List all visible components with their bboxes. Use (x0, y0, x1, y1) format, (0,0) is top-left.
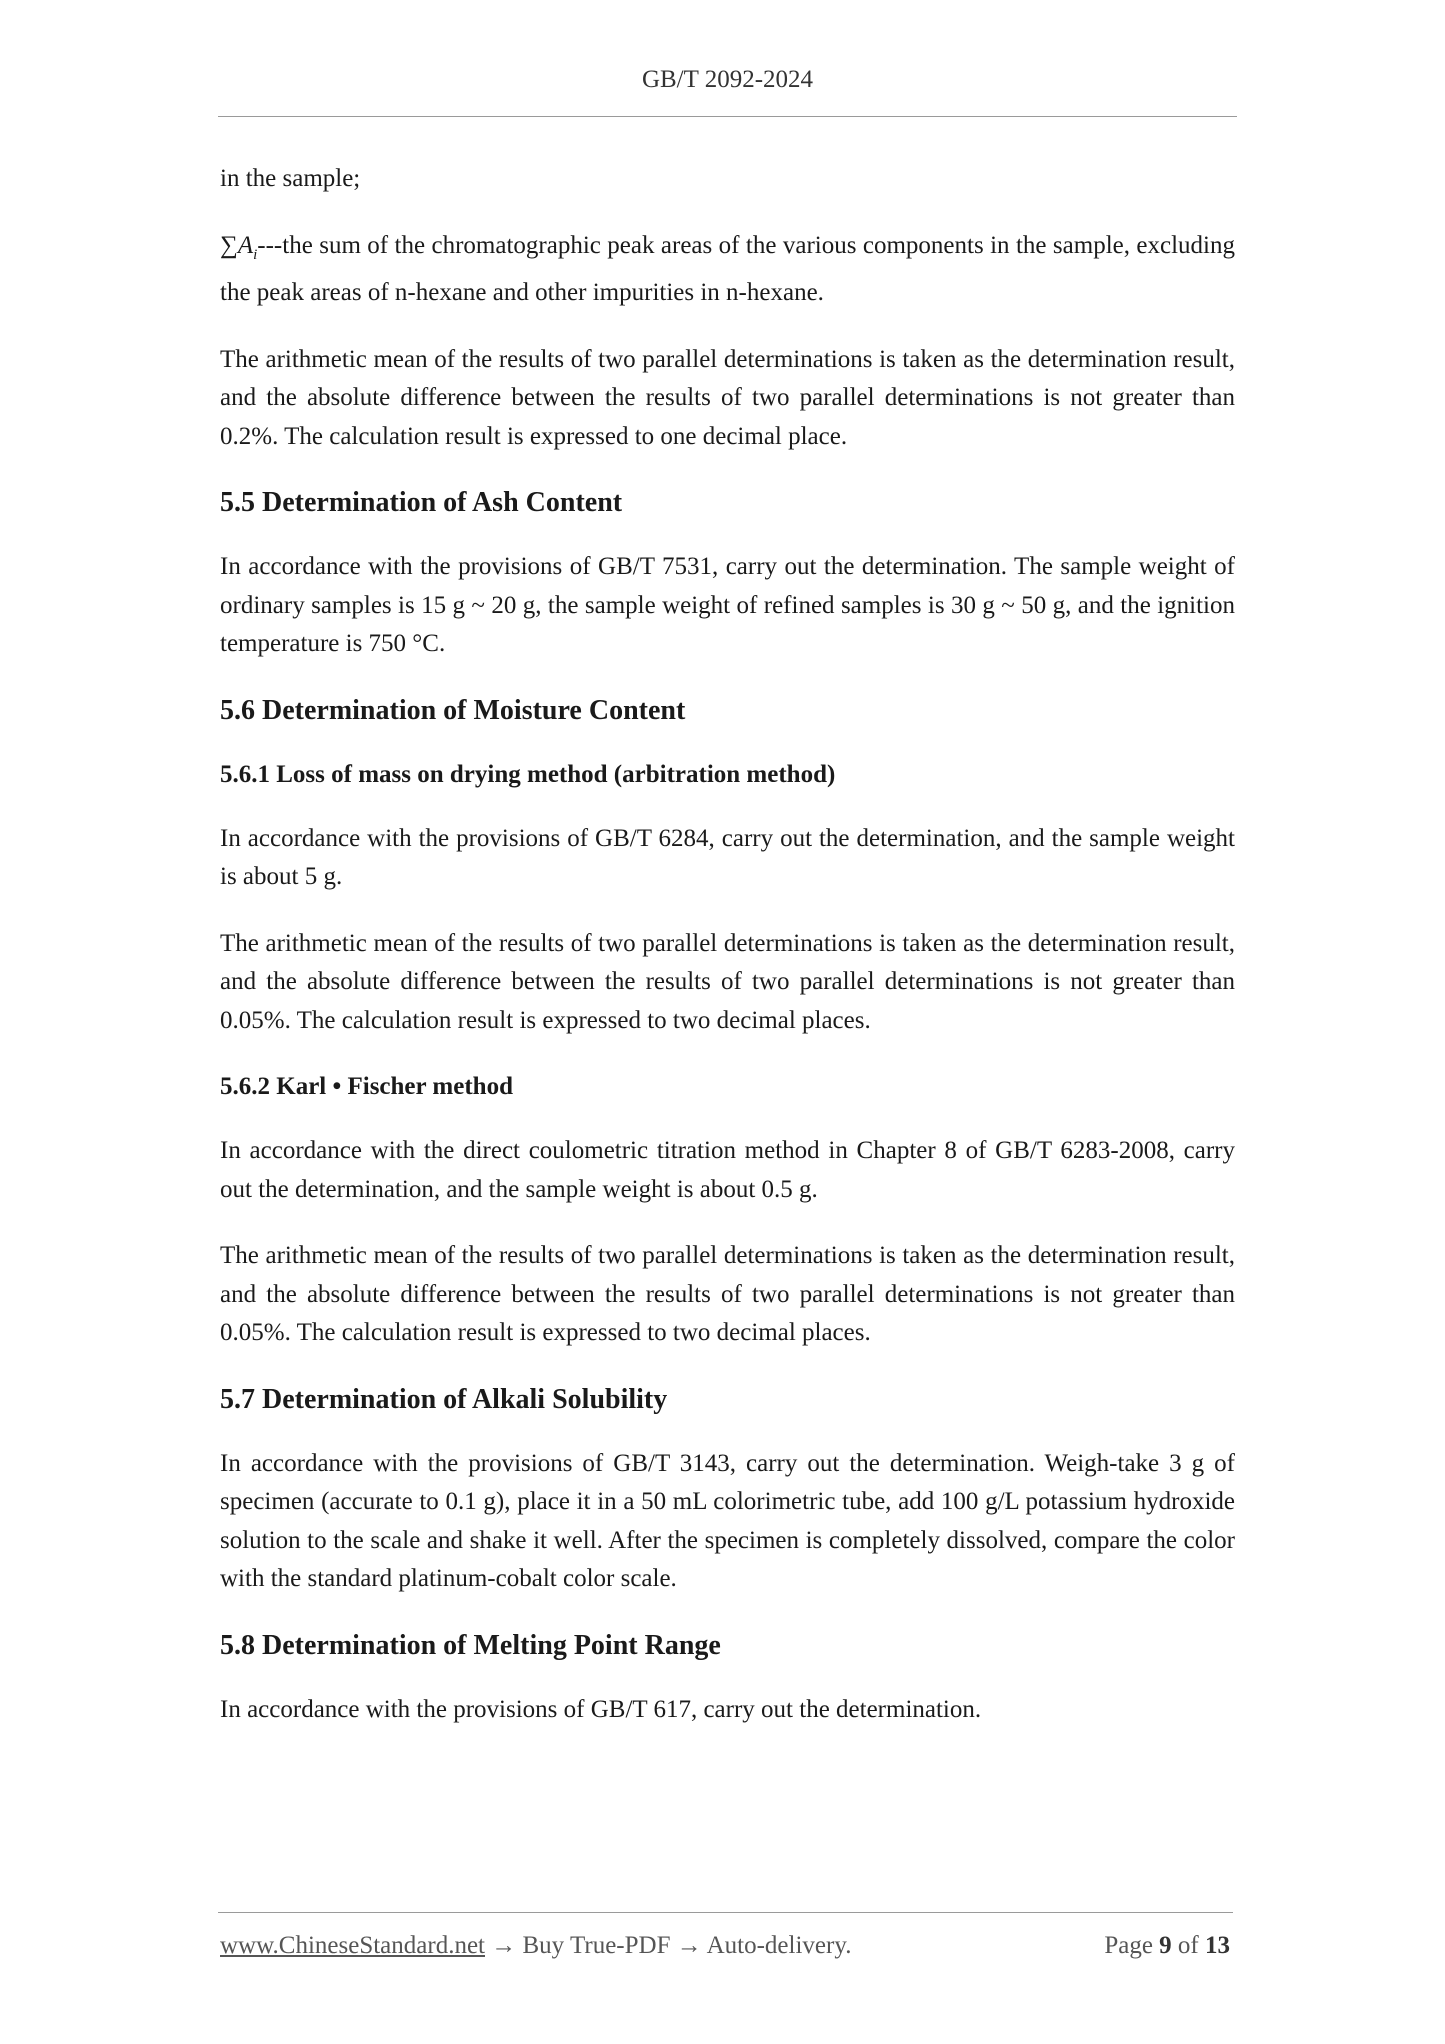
page-current: 9 (1159, 1932, 1172, 1959)
arrow-right-icon: → (670, 1932, 707, 1959)
paragraph-karl-fischer: In accordance with the direct coulometric titration method in Chapter 8 of GB/T 6283-2008, carry out the determination, and the sample weight is about 0.5 g. (220, 1137, 1235, 1203)
website-link[interactable]: www.ChineseStandard.net (220, 1932, 485, 1959)
section-heading-5-8: 5.8 Determination of Melting Point Range (220, 1629, 721, 1661)
paragraph-ash-content: In accordance with the provisions of GB/T 7531, carry out the determination. The sample weight of ordinary samples is 15 g ~ 20 g, the sample weight of refined samples is 30 g ~ 50 g, and the ignition temperature is 750 °C. (220, 553, 1235, 657)
document-body (220, 160, 1235, 1757)
paragraph-sum-definition (220, 227, 1235, 313)
sum-symbol (220, 231, 258, 263)
section-heading-5-7: 5.7 Determination of Alkali Solubility (220, 1383, 668, 1415)
paragraph-loss-on-drying: In accordance with the provisions of GB/T 6284, carry out the determination, and the sample weight is about 5 g. (220, 824, 1235, 890)
paragraph-sample-continuation: in the sample; (220, 165, 361, 192)
subsection-heading-5-6-2: 5.6.2 Karl • Fischer method (220, 1073, 513, 1100)
auto-delivery-text: Auto-delivery. (706, 1932, 852, 1959)
section-heading-5-5: 5.5 Determination of Ash Content (220, 487, 623, 518)
buy-true-pdf-text: Buy True-PDF (522, 1932, 671, 1959)
subsection-heading-5-6-1: 5.6.1 Loss of mass on drying method (arbitration method) (220, 760, 836, 788)
page-label: Page (1104, 1932, 1153, 1959)
sum-sign: ∑ (220, 231, 238, 259)
sum-definition-text: ---the sum of the chromatographic peak areas of the various components in the sample, excluding the peak areas of n-hexane and other impurities in n-hexane. (220, 231, 1235, 306)
page-of-label: of (1177, 1932, 1199, 1959)
arrow-right-icon: → (485, 1932, 523, 1959)
area-subscript: i (253, 246, 258, 263)
paragraph-mean-result-2: The arithmetic mean of the results of two parallel determinations is taken as the determination result, and the absolute difference between the results of two parallel determinations is not greater than 0.05%. The calculation result is expressed to two decimal places. (220, 929, 1235, 1034)
paragraph-mean-result-3: The arithmetic mean of the results of two parallel determinations is taken as the determination result, and the absolute difference between the results of two parallel determinations is not greater than 0.05%. The calculation result is expressed to two decimal places. (220, 1242, 1235, 1346)
page-indicator (1104, 1932, 1230, 1960)
header-divider (218, 116, 1237, 117)
paragraph-mean-result-1: The arithmetic mean of the results of two parallel determinations is taken as the determination result, and the absolute difference between the results of two parallel determinations is not greater than 0.2%. The calculation result is expressed to one decimal place. (220, 345, 1235, 450)
footer-divider (218, 1912, 1233, 1913)
paragraph-alkali-solubility: In accordance with the provisions of GB/T 3143, carry out the determination. Weigh-take 3 g of specimen (accurate to 0.1 g), place it in a 50 mL colorimetric tube, add 100 g/L potassium hydroxide solution to the scale and shake it well. After the specimen is completely dissolved, compare the color with the standard platinum-cobalt color scale. (220, 1449, 1235, 1592)
footer-promo (220, 1932, 851, 1960)
document-header: GB/T 2092-2024 (641, 66, 814, 93)
section-heading-5-6: 5.6 Determination of Moisture Content (220, 694, 686, 726)
page-total: 13 (1205, 1932, 1230, 1959)
paragraph-melting-point: In accordance with the provisions of GB/T 617, carry out the determination. (220, 1695, 982, 1723)
area-variable: A (237, 231, 254, 259)
